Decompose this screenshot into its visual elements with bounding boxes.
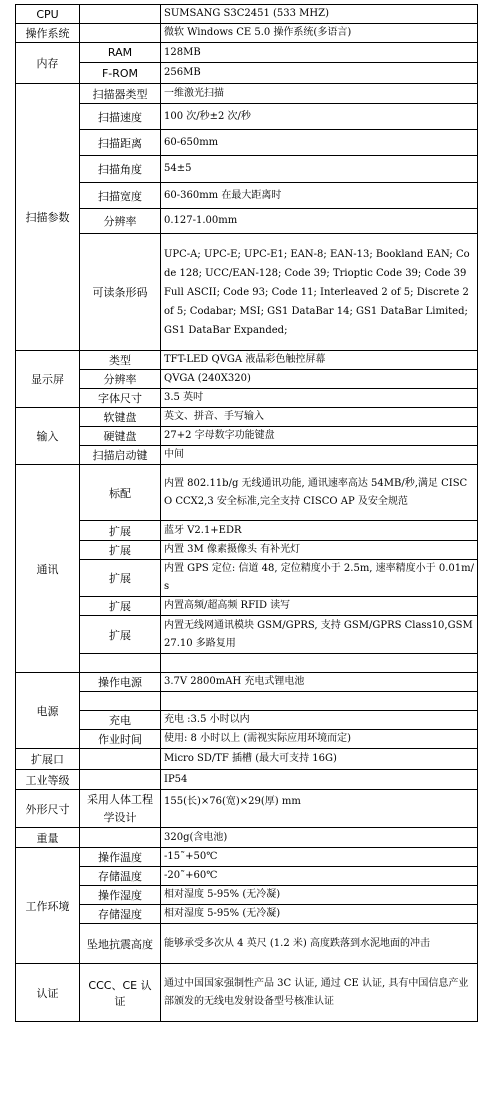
value-cell: 充电 :3.5 小时以内 — [161, 711, 478, 730]
sub-label-cell: 扩展 — [80, 616, 161, 654]
table-row — [16, 770, 478, 790]
sub-label-cell: 扫描速度 — [80, 104, 161, 130]
value-cell: 3.7V 2800mAH 充电式锂电池 — [161, 673, 478, 692]
value-cell: 54±5 — [161, 156, 478, 183]
value-cell: 155(长)×76(宽)×29(厚) mm — [161, 790, 478, 828]
category-cell: 扩展口 — [16, 749, 80, 770]
sub-label-cell: 扫描宽度 — [80, 183, 161, 209]
value-cell: 蓝牙 V2.1+EDR — [161, 521, 478, 541]
table-row — [16, 446, 478, 465]
barcode-list-cell: UPC-A; UPC-E; UPC-E1; EAN-8; EAN-13; Bookland EAN; Code 128; UCC/EAN-128; Code 39; Trioptic Code 39; Code 39 Full ASCII; Code 93; Code 11; Interleaved 2 of 5; Discrete 2 of 5; Codabar; MSI; GS1 DataBar 14; GS1 DataBar Limited; GS1 DataBar Expanded; — [161, 234, 478, 351]
table-row — [16, 234, 478, 351]
value-cell: 相对湿度 5-95% (无冷凝) — [161, 905, 478, 924]
table-row — [16, 616, 478, 654]
empty-cell — [161, 654, 478, 673]
table-row — [16, 790, 478, 828]
table-row — [16, 43, 478, 63]
table-row — [16, 130, 478, 156]
table-row — [16, 465, 478, 521]
sub-label-cell: 扩展 — [80, 541, 161, 560]
table-row — [16, 84, 478, 104]
table-row — [16, 597, 478, 616]
table-row — [16, 828, 478, 848]
empty-cell — [80, 692, 161, 711]
table-row — [16, 408, 478, 427]
empty-cell — [80, 828, 161, 848]
value-cell: 微软 Windows CE 5.0 操作系统(多语言) — [161, 24, 478, 43]
category-cell: 输入 — [16, 408, 80, 465]
value-cell: TFT-LED QVGA 液晶彩色触控屏幕 — [161, 351, 478, 370]
value-cell: 内置 3M 像素摄像头 有补光灯 — [161, 541, 478, 560]
category-cell: 扫描参数 — [16, 84, 80, 351]
category-cell: 通讯 — [16, 465, 80, 673]
category-cell: 电源 — [16, 673, 80, 749]
value-cell: 中间 — [161, 446, 478, 465]
sub-label-cell: 标配 — [80, 465, 161, 521]
sub-label-cell: CCC、CE 认证 — [80, 964, 161, 1022]
sub-label-cell: 扫描启动键 — [80, 446, 161, 465]
table-row — [16, 521, 478, 541]
sub-label-cell: 充电 — [80, 711, 161, 730]
value-cell: 27+2 字母数字功能键盘 — [161, 427, 478, 446]
value-cell: 100 次/秒±2 次/秒 — [161, 104, 478, 130]
sub-label-cell: 存储湿度 — [80, 905, 161, 924]
sub-label-cell: 操作温度 — [80, 848, 161, 867]
table-row — [16, 964, 478, 1022]
sub-label-cell: 扫描距离 — [80, 130, 161, 156]
table-row — [16, 24, 478, 43]
sub-label-cell: 存储温度 — [80, 867, 161, 886]
table-row — [16, 749, 478, 770]
value-cell: 通过中国国家强制性产品 3C 认证, 通过 CE 认证, 具有中国信息产业部颁发的无线电发射设备型号核准认证 — [161, 964, 478, 1022]
table-row — [16, 730, 478, 749]
value-cell: 内置无线网通讯模块 GSM/GPRS, 支持 GSM/GPRS Class10,GSM27.10 多路复用 — [161, 616, 478, 654]
value-cell: 60-650mm — [161, 130, 478, 156]
table-row — [16, 63, 478, 84]
value-cell: -20˜+60℃ — [161, 867, 478, 886]
value-cell: 256MB — [161, 63, 478, 84]
value-cell: 60-360mm 在最大距离时 — [161, 183, 478, 209]
value-cell: 一维激光扫描 — [161, 84, 478, 104]
value-cell: IP54 — [161, 770, 478, 790]
value-cell: 0.127-1.00mm — [161, 209, 478, 234]
table-row — [16, 104, 478, 130]
category-cell: 认证 — [16, 964, 80, 1022]
value-cell: SUMSANG S3C2451 (533 MHZ) — [161, 5, 478, 24]
sub-label-cell: RAM — [80, 43, 161, 63]
empty-cell — [80, 24, 161, 43]
sub-label-cell: 软键盘 — [80, 408, 161, 427]
sub-label-cell: 分辨率 — [80, 209, 161, 234]
value-cell: 320g(含电池) — [161, 828, 478, 848]
table-row — [16, 924, 478, 964]
category-cell: 工业等级 — [16, 770, 80, 790]
table-row — [16, 654, 478, 673]
empty-cell — [80, 770, 161, 790]
table-row — [16, 156, 478, 183]
category-cell: CPU — [16, 5, 80, 24]
category-cell: 显示屏 — [16, 351, 80, 408]
sub-label-cell: F-ROM — [80, 63, 161, 84]
table-row — [16, 673, 478, 692]
value-cell: 内置高频/超高频 RFID 读写 — [161, 597, 478, 616]
sub-label-cell: 扩展 — [80, 560, 161, 597]
empty-cell — [161, 692, 478, 711]
value-cell: 内置 GPS 定位: 信道 48, 定位精度小于 2.5m, 速率精度小于 0.01m/s — [161, 560, 478, 597]
value-cell: -15˜+50℃ — [161, 848, 478, 867]
category-cell: 工作环境 — [16, 848, 80, 964]
empty-cell — [80, 5, 161, 24]
value-cell: 3.5 英吋 — [161, 389, 478, 408]
category-cell: 内存 — [16, 43, 80, 84]
value-cell: QVGA (240X320) — [161, 370, 478, 389]
value-cell: 内置 802.11b/g 无线通讯功能, 通讯速率高达 54MB/秒,满足 CISCO CCX2,3 安全标准,完全支持 CISCO AP 及安全规范 — [161, 465, 478, 521]
category-cell: 重量 — [16, 828, 80, 848]
sub-label-cell: 坠地抗震高度 — [80, 924, 161, 964]
value-cell: 英文、拼音、手写输入 — [161, 408, 478, 427]
spec-sheet — [15, 4, 478, 1022]
spec-table — [15, 4, 478, 1022]
sub-label-cell: 操作电源 — [80, 673, 161, 692]
sub-label-cell: 字体尺寸 — [80, 389, 161, 408]
sub-label-cell: 硬键盘 — [80, 427, 161, 446]
value-cell: 128MB — [161, 43, 478, 63]
table-row — [16, 905, 478, 924]
table-row — [16, 711, 478, 730]
table-row — [16, 560, 478, 597]
table-row — [16, 541, 478, 560]
sub-label-cell: 作业时间 — [80, 730, 161, 749]
table-row — [16, 867, 478, 886]
category-cell: 外形尺寸 — [16, 790, 80, 828]
empty-cell — [80, 654, 161, 673]
sub-label-cell: 操作湿度 — [80, 886, 161, 905]
table-row — [16, 427, 478, 446]
table-row — [16, 209, 478, 234]
table-row — [16, 370, 478, 389]
table-row — [16, 183, 478, 209]
sub-label-cell: 可读条形码 — [80, 234, 161, 351]
value-cell: 使用: 8 小时以上 (需视实际应用环境而定) — [161, 730, 478, 749]
category-cell: 操作系统 — [16, 24, 80, 43]
value-cell: 相对湿度 5-95% (无冷凝) — [161, 886, 478, 905]
sub-label-cell: 扩展 — [80, 521, 161, 541]
sub-label-cell: 类型 — [80, 351, 161, 370]
value-cell: Micro SD/TF 插槽 (最大可支持 16G) — [161, 749, 478, 770]
table-row — [16, 351, 478, 370]
table-row — [16, 692, 478, 711]
sub-label-cell: 扩展 — [80, 597, 161, 616]
value-cell: 能够承受多次从 4 英尺 (1.2 米) 高度跌落到水泥地面的冲击 — [161, 924, 478, 964]
sub-label-cell: 采用人体工程学设计 — [80, 790, 161, 828]
empty-cell — [80, 749, 161, 770]
table-row — [16, 886, 478, 905]
table-row — [16, 5, 478, 24]
sub-label-cell: 扫描角度 — [80, 156, 161, 183]
table-row — [16, 848, 478, 867]
sub-label-cell: 扫描器类型 — [80, 84, 161, 104]
table-row — [16, 389, 478, 408]
sub-label-cell: 分辨率 — [80, 370, 161, 389]
